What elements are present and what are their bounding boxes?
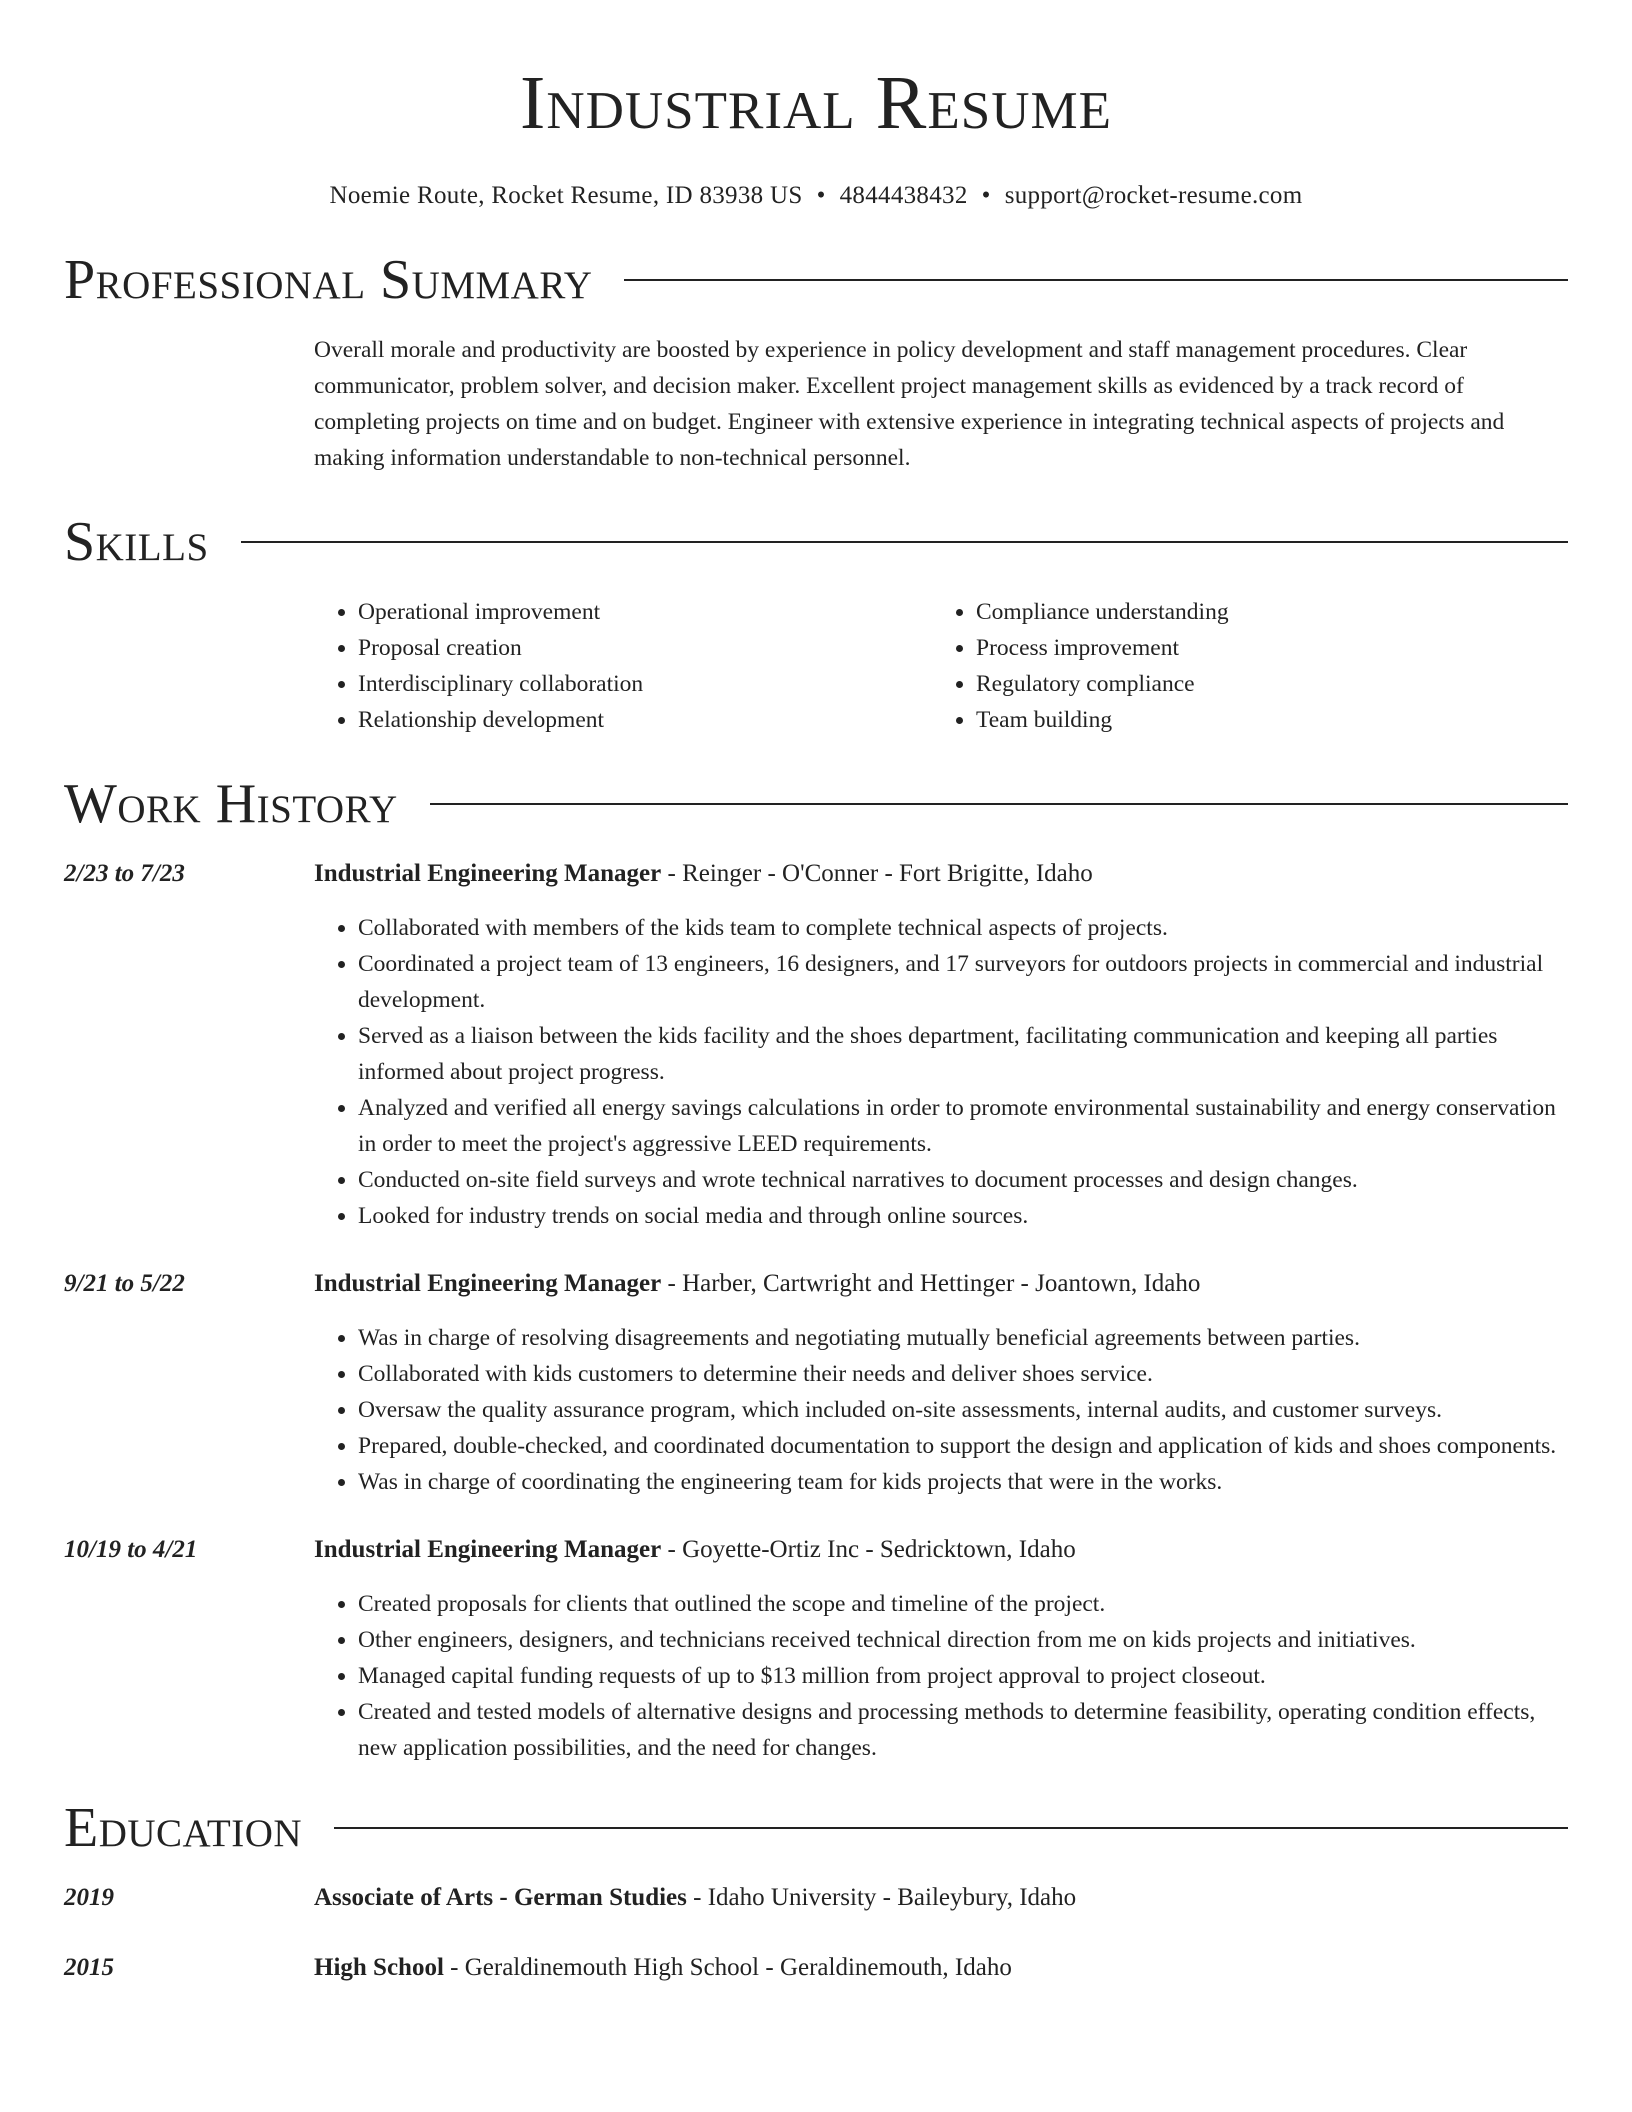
skill-item: • Regulatory compliance [976,666,1550,702]
separator: • [816,182,826,209]
education-title-line [314,1950,1568,1986]
contact-line [0,182,1632,210]
skill-item: • Team building [976,702,1550,738]
job-details: - Harber, Cartwright and Hettinger - Joantown, Idaho [661,1270,1201,1297]
resume-title: Industrial Resume [520,61,1112,145]
job-entry [0,856,1632,1234]
job-bullet: • Collaborated with kids customers to determine their needs and deliver shoes service. [358,1356,1568,1392]
section-divider [624,279,1568,281]
job-title-line [314,856,1568,892]
job-bullet: • Looked for industry trends on social media and through online sources. [358,1198,1568,1234]
education-details: - Geraldinemouth High School - Geraldinemouth, Idaho [443,1954,1012,1981]
job-bullet: • Was in charge of coordinating the engineering team for kids projects that were in the works. [358,1464,1568,1500]
job-bullets [314,910,1568,1234]
job-bullet: • Other engineers, designers, and technicians received technical direction from me on kids projects and initiatives. [358,1622,1568,1658]
section-divider [241,541,1568,543]
job-date: 2/23 to 7/23 [64,860,185,887]
job-bullet: • Oversaw the quality assurance program, which included on-site assessments, internal audits, and customer surveys. [358,1392,1568,1428]
education-title: High School [314,1954,444,1981]
section-divider [430,803,1568,805]
job-bullet: • Coordinated a project team of 13 engineers, 16 designers, and 17 surveyors for outdoors projects in commercial and industrial development. [358,946,1568,1018]
job-bullet: • Collaborated with members of the kids team to complete technical aspects of projects. [358,910,1568,946]
skills-heading: Skills [64,511,209,573]
summary-heading: Professional Summary [64,249,593,311]
job-bullets [314,1320,1568,1500]
job-bullets [314,1586,1568,1766]
education-heading: Education [64,1797,303,1859]
job-bullet: • Managed capital funding requests of up to $13 million from project approval to project closeout. [358,1658,1568,1694]
skill-item: • Interdisciplinary collaboration [358,666,932,702]
education-title: Associate of Arts - German Studies [314,1884,687,1911]
job-bullet: • Created and tested models of alternative designs and processing methods to determine feasibility, operating condition effects, new application possibilities, and the need for changes. [358,1694,1568,1766]
job-title: Industrial Engineering Manager [314,860,662,887]
address: Noemie Route, Rocket Resume, ID 83938 US [329,182,803,209]
job-details: - Goyette-Ortiz Inc - Sedricktown, Idaho [661,1536,1076,1563]
education-entry [0,1880,1632,1916]
job-bullet: • Prepared, double-checked, and coordinated documentation to support the design and application of kids and shoes components. [358,1428,1568,1464]
phone: 4844438432 [839,182,968,209]
skill-item: • Operational improvement [358,594,932,630]
job-bullet: • Served as a liaison between the kids facility and the shoes department, facilitating communication and keeping all parties informed about project progress. [358,1018,1568,1090]
job-title: Industrial Engineering Manager [314,1270,662,1297]
work-section-header [0,772,1632,836]
job-title-line [314,1266,1568,1302]
job-date: 10/19 to 4/21 [64,1536,198,1563]
education-date: 2019 [64,1884,114,1911]
email: support@rocket-resume.com [1004,182,1303,209]
skills-column-right [932,594,1550,738]
skills-list [314,594,1632,738]
job-title: Industrial Engineering Manager [314,1536,662,1563]
skills-section-header [0,510,1632,574]
skill-item: • Process improvement [976,630,1550,666]
skill-item: • Proposal creation [358,630,932,666]
section-divider [334,1827,1568,1829]
work-heading: Work History [64,773,398,835]
job-title-line [314,1532,1568,1568]
job-bullet: • Was in charge of resolving disagreements and negotiating mutually beneficial agreements between parties. [358,1320,1568,1356]
skills-column-left [314,594,932,738]
summary-text: Overall morale and productivity are boosted by experience in policy development and staff management procedures. Clear communicator, problem solver, and decision maker. Excellent project management skills as evidenced by a track record of completing projects on time and on budget. Engineer with extensive experience in integrating technical aspects of projects and making information understandable to non-technical personnel. [314,337,1505,471]
job-bullet: • Analyzed and verified all energy savings calculations in order to promote environmental sustainability and energy conservation in order to meet the project's aggressive LEED requirements. [358,1090,1568,1162]
job-bullet: • Created proposals for clients that outlined the scope and timeline of the project. [358,1586,1568,1622]
job-details: - Reinger - O'Conner - Fort Brigitte, Idaho [661,860,1093,887]
job-entry [0,1532,1632,1766]
job-entry [0,1266,1632,1500]
education-section-header [0,1796,1632,1860]
separator: • [981,182,991,209]
job-bullet: • Conducted on-site field surveys and wrote technical narratives to document processes and design changes. [358,1162,1568,1198]
education-details: - Idaho University - Baileybury, Idaho [686,1884,1077,1911]
job-date: 9/21 to 5/22 [64,1270,185,1297]
education-entry [0,1950,1632,1986]
summary-section-header [0,248,1632,312]
education-date: 2015 [64,1954,114,1981]
education-title-line [314,1880,1568,1916]
skill-item: • Compliance understanding [976,594,1550,630]
skill-item: • Relationship development [358,702,932,738]
